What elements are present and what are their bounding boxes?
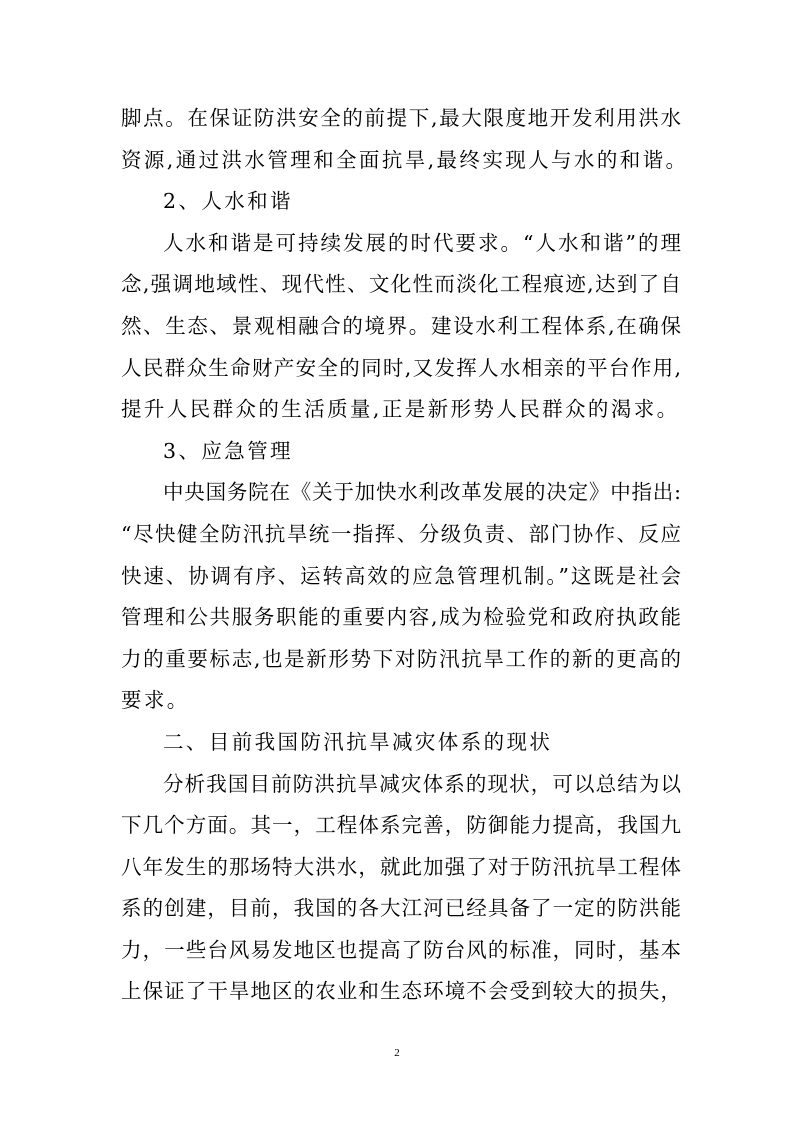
text-line: 上保证了干旱地区的农业和生态环境不会受到较大的损失， [121, 979, 681, 1004]
text-line: 脚点。在保证防洪安全的前提下,最大限度地开发利用洪水 [121, 106, 681, 130]
text-line: 分析我国目前防洪抗旱减灾体系的现状，可以总结为以 [163, 771, 681, 796]
text-line: 提升人民群众的生活质量,正是新形势人民群众的渴求。 [121, 397, 680, 422]
text-line: “尽快健全防汛抗旱统一指挥、分级负责、部门协作、反应 [121, 521, 681, 546]
text-line: 人民群众生命财产安全的同时,又发挥人水相亲的平台作用, [121, 355, 681, 380]
text-line: 快速、协调有序、运转高效的应急管理机制。”这既是社会 [121, 563, 681, 588]
page-number: 2 [394, 1047, 400, 1059]
text-line: 念,强调地域性、现代性、文化性而淡化工程痕迹,达到了自 [121, 272, 681, 297]
document-body [121, 98, 689, 1013]
text-line: 中央国务院在《关于加快水利改革发展的决定》中指出: [163, 480, 681, 505]
section-heading: 2、人水和谐 [163, 189, 293, 214]
text-line: 系的创建，目前，我国的各大江河已经具备了一定的防洪能 [121, 896, 681, 921]
section-heading: 二、目前我国防汛抗旱减灾体系的现状 [163, 729, 553, 754]
text-line: 然、生态、景观相融合的境界。建设水利工程体系,在确保 [121, 313, 681, 338]
section-heading: 3、应急管理 [163, 438, 293, 463]
text-line: 资源,通过洪水管理和全面抗旱,最终实现人与水的和谐。 [121, 147, 689, 172]
text-line: 力，一些台风易发地区也提高了防台风的标准，同时，基本 [121, 937, 681, 962]
text-line: 人水和谐是可持续发展的时代要求。“人水和谐”的理 [163, 230, 681, 255]
text-line: 要求。 [121, 688, 190, 713]
text-line: 管理和公共服务职能的重要内容,成为检验党和政府执政能 [121, 605, 681, 630]
text-line: 八年发生的那场特大洪水，就此加强了对于防汛抗旱工程体 [121, 854, 681, 879]
text-line: 力的重要标志,也是新形势下对防汛抗旱工作的新的更高的 [121, 646, 681, 671]
text-line: 下几个方面。其一，工程体系完善，防御能力提高，我国九 [121, 813, 681, 838]
